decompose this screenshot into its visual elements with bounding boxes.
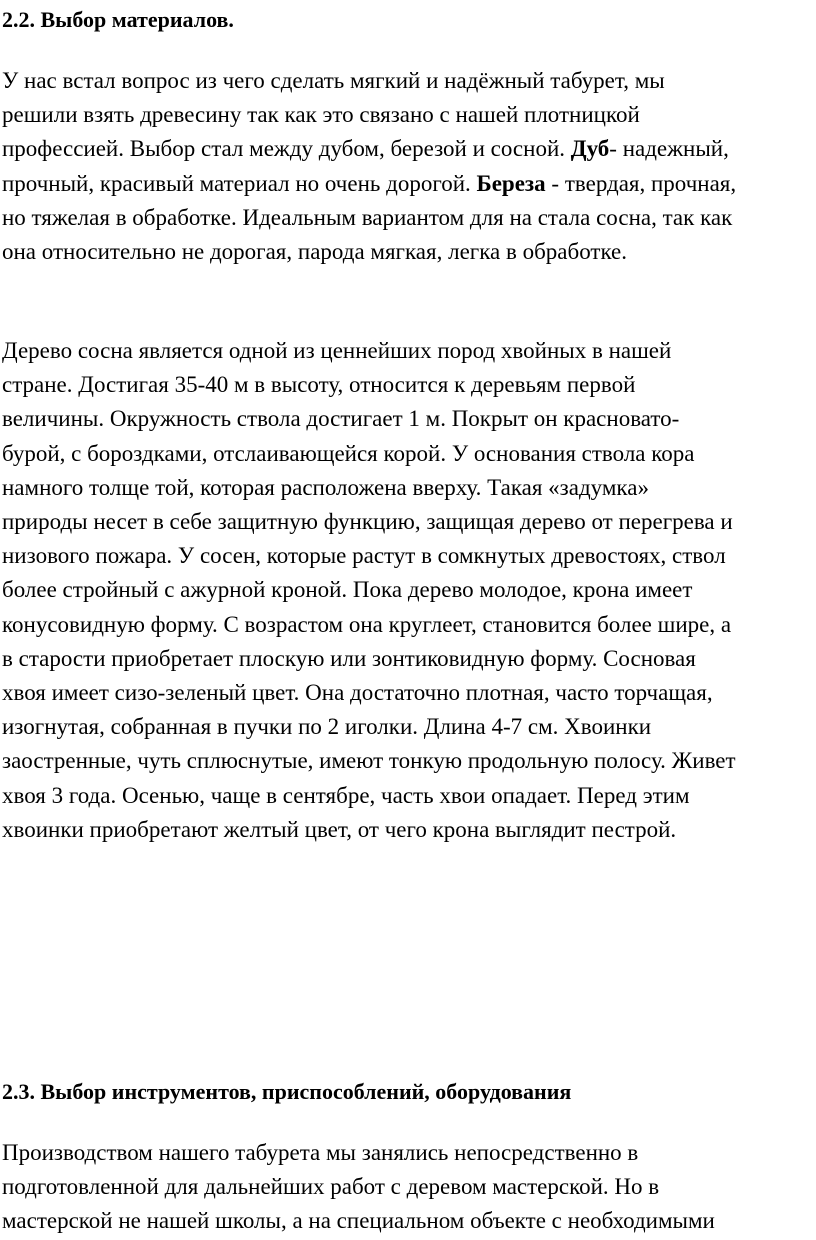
text-line: более стройный с ажурной кроной. Пока дерево молодое, крона имеет — [2, 577, 693, 603]
section-2-2-paragraph-1 — [2, 64, 736, 269]
bold-term-birch: Береза — [476, 170, 546, 196]
text-line: величины. Окружность ствола достигает 1 м. Покрыт он красновато- — [2, 406, 680, 432]
text-line: хвоя имеет сизо-зеленый цвет. Она достаточно плотная, часто торчащая, — [2, 680, 713, 706]
text-line: хвоинки приобретают желтый цвет, от чего крона выглядит пестрой. — [2, 816, 677, 842]
text-line: Дерево сосна является одной из ценнейших пород хвойных в нашей — [2, 338, 672, 363]
text-line: мастерской не нашей школы, а на специальном объекте с необходимыми — [2, 1208, 715, 1234]
text-run: профессией. Выбор стал между дубом, березой и сосной. — [2, 136, 571, 162]
text-line: Производством нашего табурета мы занялись непосредственно в — [2, 1140, 639, 1165]
text-run: - твердая, прочная, — [545, 170, 737, 196]
text-line: изогнутая, собранная в пучки по 2 иголки. Длина 4-7 см. Хвоинки — [2, 714, 652, 740]
bold-term-oak: Дуб — [570, 136, 610, 162]
text-line: У нас встал вопрос из чего сделать мягкий и надёжный табурет, мы — [2, 68, 665, 93]
text-line — [2, 167, 736, 201]
text-run: - надежный, — [609, 136, 729, 162]
section-2-2-heading: 2.2. Выбор материалов. — [2, 7, 234, 32]
text-line: бурой, с бороздками, отслаивающейся корой. У основания ствола кора — [2, 440, 695, 466]
text-line: природы несет в себе защитную функцию, защищая дерево от перегрева и — [2, 509, 733, 535]
text-line: заостренные, чуть сплюснутые, имеют тонкую продольную полосу. Живет — [2, 748, 736, 774]
text-line: в старости приобретает плоскую или зонтиковидную форму. Сосновая — [2, 645, 696, 671]
text-line: низового пожара. У сосен, которые растут в сомкнутых древостоях, ствол — [2, 543, 726, 569]
text-line: но тяжелая в обработке. Идеальным вариантом для на стала сосна, так как — [2, 204, 733, 230]
text-line: намного толще той, которая расположена вверху. Такая «задумка» — [2, 474, 649, 500]
section-2-3-paragraph-1 — [2, 1136, 715, 1239]
text-line: конусовидную форму. С возрастом она круглеет, становится более шире, а — [2, 611, 732, 637]
text-line: решили взять древесину так как это связано с нашей плотницкой — [2, 102, 640, 128]
text-line — [2, 132, 736, 166]
text-line: хвоя 3 года. Осенью, чаще в сентябре, часть хвои опадает. Перед этим — [2, 782, 690, 808]
text-run: прочный, красивый материал но очень дорогой. — [2, 170, 477, 196]
text-line: подготовленной для дальнейших работ с деревом мастерской. Но в — [2, 1174, 660, 1200]
text-line: стране. Достигая 35-40 м в высоту, относится к деревьям первой — [2, 372, 636, 398]
text-line: она относительно не дорогая, парода мягкая, легка в обработке. — [2, 239, 628, 265]
section-2-3-heading: 2.3. Выбор инструментов, приспособлений, оборудования — [2, 1079, 572, 1104]
section-2-2-paragraph-2 — [2, 334, 736, 847]
